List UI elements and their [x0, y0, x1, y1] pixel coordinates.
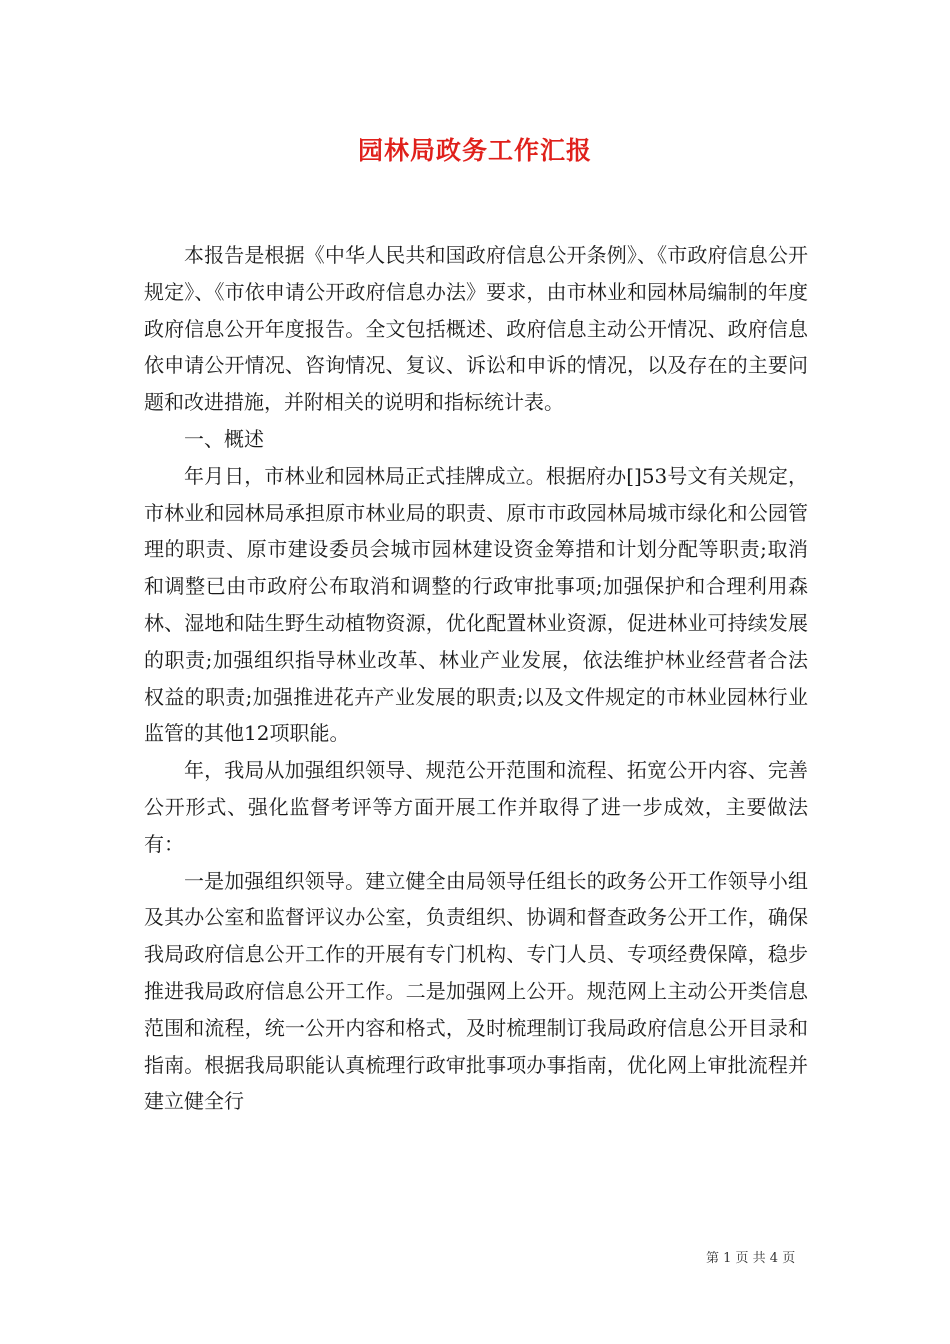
section-heading-overview: 一、概述	[184, 426, 264, 451]
measures-paragraph: 一是加强组织领导。建立健全由局领导任组长的政务公开工作领导小组及其办公室和监督评议办公室，负责组织、协调和督查政务公开工作，确保我局政府信息公开工作的开展有专门机构、专门人员、专项经费保障，稳步推进我局政府信息公开工作。二是加强网上公开。规范网上主动公开类信息范围和流程，统一公开内容和格式，及时梳理制订我局政府信息公开目录和指南。根据我局职能认真梳理行政审批事项办事指南，优化网上审批流程并建立健全行	[144, 868, 808, 1114]
work-summary-paragraph: 年，我局从加强组织领导、规范公开范围和流程、拓宽公开内容、完善公开形式、强化监督考评等方面开展工作并取得了进一步成效，主要做法有：	[144, 758, 808, 856]
overview-paragraph: 年月日，市林业和园林局正式挂牌成立。根据府办[]53号文有关规定，市林业和园林局承担原市林业局的职责、原市市政园林局城市绿化和公园管理的职责、原市建设委员会城市园林建设资金筹措和计划分配等职责;取消和调整已由市政府公布取消和调整的行政审批事项;加强保护和合理利用森林、湿地和陆生野生动植物资源，优化配置林业资源，促进林业可持续发展的职责;加强组织指导林业改革、林业产业发展，依法维护林业经营者合法权益的职责;加强推进花卉产业发展的职责;以及文件规定的市林业园林行业监管的其他12项职能。	[144, 463, 808, 746]
intro-paragraph: 本报告是根据《中华人民共和国政府信息公开条例》、《市政府信息公开规定》、《市依申请公开政府信息办法》要求，由市林业和园林局编制的年度政府信息公开年度报告。全文包括概述、政府信息主动公开情况、政府信息依申请公开情况、咨询情况、复议、诉讼和申诉的情况，以及存在的主要问题和改进措施，并附相关的说明和指标统计表。	[144, 243, 808, 415]
document-title: 园林局政务工作汇报	[357, 136, 592, 165]
page-number: 第 1 页 共 4 页	[706, 1251, 796, 1266]
document-body	[144, 237, 808, 1120]
